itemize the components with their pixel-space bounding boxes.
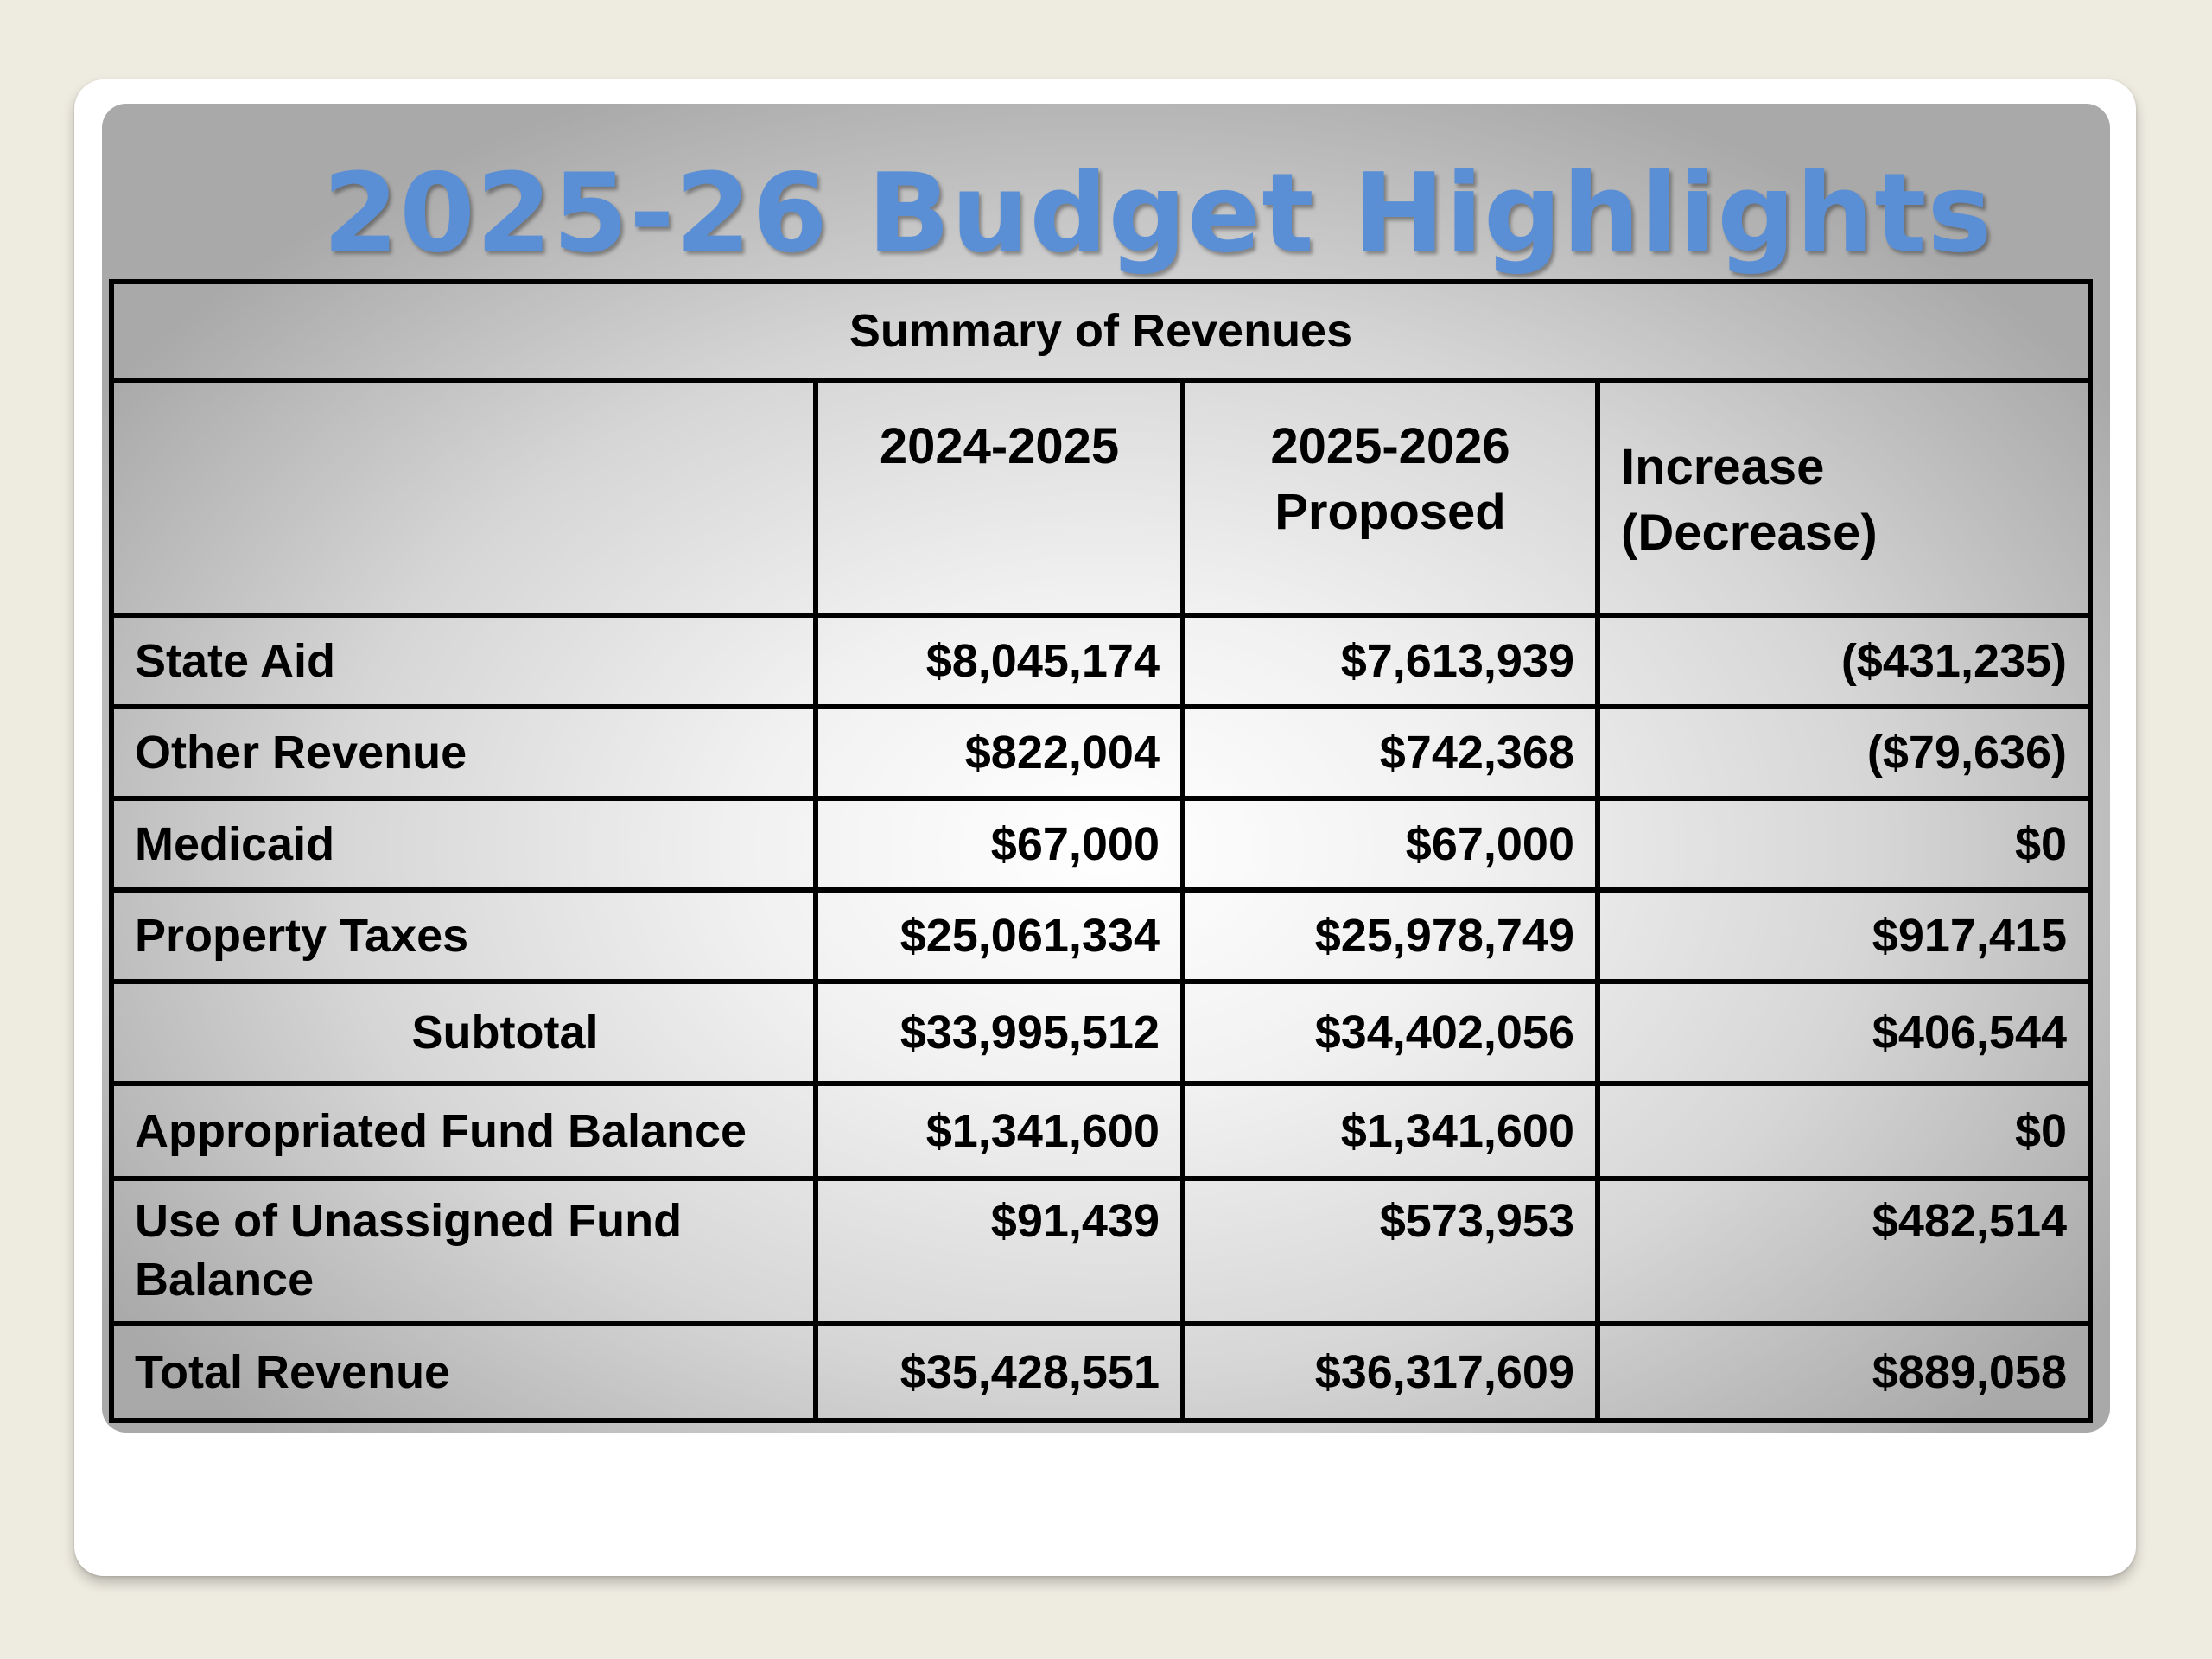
column-header-2025-2026-proposed	[1183, 380, 1598, 615]
value-2025-2026: $573,953	[1183, 1179, 1598, 1324]
value-2025-2026: $1,341,600	[1183, 1084, 1598, 1179]
row-label: Appropriated Fund Balance	[111, 1084, 816, 1179]
table-row-medicaid	[111, 798, 2090, 890]
table-row-total-revenue	[111, 1324, 2090, 1421]
slide-title: 2025-26 Budget Highlights	[322, 149, 1993, 276]
table-caption: Summary of Revenues	[111, 282, 2090, 380]
value-2025-2026: $742,368	[1183, 707, 1598, 798]
column-header-2025-2026-proposed-text: 2025-2026 Proposed	[1270, 418, 1510, 540]
value-2025-2026: $7,613,939	[1183, 615, 1598, 707]
value-2024-2025: $822,004	[816, 707, 1183, 798]
table-row-subtotal	[111, 982, 2090, 1084]
value-change: $0	[1598, 798, 2090, 890]
value-2024-2025: $25,061,334	[816, 890, 1183, 982]
row-label-text: Use of Unassigned Fund Balance	[135, 1195, 683, 1306]
value-2024-2025: $67,000	[816, 798, 1183, 890]
table-row-other-revenue	[111, 707, 2090, 798]
row-label: Property Taxes	[111, 890, 816, 982]
value-2025-2026: $25,978,749	[1183, 890, 1598, 982]
row-label: Total Revenue	[111, 1324, 816, 1421]
value-2025-2026: $34,402,056	[1183, 982, 1598, 1084]
value-2025-2026: $36,317,609	[1183, 1324, 1598, 1421]
column-header-increase-decrease	[1598, 380, 2090, 615]
column-header-increase-decrease-text: Increase (Decrease)	[1621, 439, 1878, 561]
value-change: $917,415	[1598, 890, 2090, 982]
column-header-2024-2025: 2024-2025	[816, 380, 1183, 615]
row-label: Medicaid	[111, 798, 816, 890]
value-2025-2026: $67,000	[1183, 798, 1598, 890]
value-change: ($431,235)	[1598, 615, 2090, 707]
row-label: State Aid	[111, 615, 816, 707]
row-label: Subtotal	[111, 982, 816, 1084]
value-2024-2025: $8,045,174	[816, 615, 1183, 707]
value-2024-2025: $35,428,551	[816, 1324, 1183, 1421]
revenue-summary-table	[109, 279, 2093, 1423]
value-2024-2025: $1,341,600	[816, 1084, 1183, 1179]
table-caption-row	[111, 282, 2090, 380]
row-label	[111, 1179, 816, 1324]
value-change: $0	[1598, 1084, 2090, 1179]
value-change: ($79,636)	[1598, 707, 2090, 798]
table-row-state-aid	[111, 615, 2090, 707]
table-header-row	[111, 380, 2090, 615]
value-2024-2025: $33,995,512	[816, 982, 1183, 1084]
value-change: $406,544	[1598, 982, 2090, 1084]
column-header-label	[111, 380, 816, 615]
value-change: $482,514	[1598, 1179, 2090, 1324]
value-2024-2025: $91,439	[816, 1179, 1183, 1324]
slide-content	[102, 104, 2110, 1433]
value-change: $889,058	[1598, 1324, 2090, 1421]
table-row-appropriated-fund-balance	[111, 1084, 2090, 1179]
table-row-use-of-unassigned-fund-balance	[111, 1179, 2090, 1324]
table-row-property-taxes	[111, 890, 2090, 982]
row-label: Other Revenue	[111, 707, 816, 798]
